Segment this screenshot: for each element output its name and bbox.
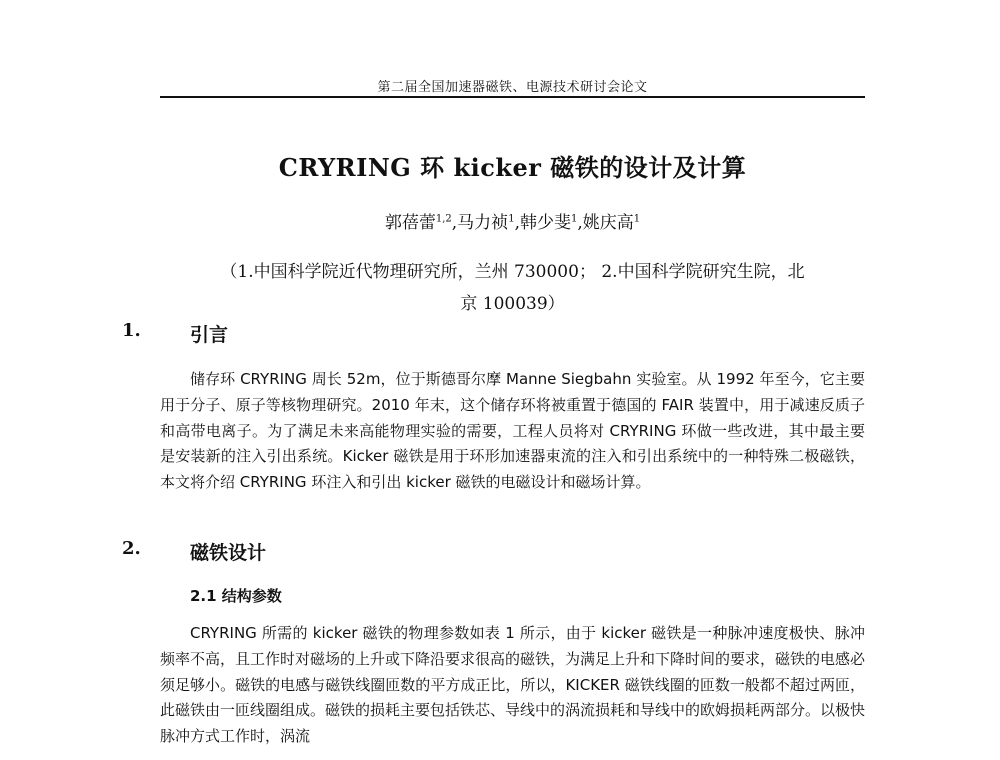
- section-number: 2.: [122, 538, 141, 559]
- author-affiliation-mark: 1: [570, 213, 578, 225]
- author-name: 郭蓓蕾: [384, 213, 436, 233]
- author-name: ,马力祯: [451, 213, 509, 233]
- affiliation-line-1: （1.中国科学院近代物理研究所，兰州 730000； 2.中国科学院研究生院，北: [220, 262, 805, 282]
- author-name: ,韩少斐: [514, 213, 571, 233]
- section-heading-introduction: 引言: [190, 324, 229, 346]
- author-affiliation-mark: 1: [508, 213, 515, 225]
- affiliation-line-2: 京 100039）: [460, 294, 565, 314]
- section-number: 1.: [122, 320, 141, 341]
- header-rule: [160, 96, 865, 98]
- section-heading-magnet-design: 磁铁设计: [190, 542, 267, 564]
- paper-title: CRYRING 环 kicker 磁铁的设计及计算: [278, 153, 747, 182]
- subsection-heading: 2.1 结构参数: [190, 587, 282, 605]
- author-list: [160, 208, 865, 233]
- structure-paragraph: CRYRING 所需的 kicker 磁铁的物理参数如表 1 所示，由于 kicker 磁铁是一种脉冲速度极快、脉冲频率不高，且工作时对磁场的上升或下降沿要求很高的磁铁，为满足上升和下降时间的要求，磁铁的电感必须足够小。磁铁的电感与磁铁线圈匝数的平方成正比，所以，KICKER 磁铁线圈的匝数一般都不超过两匝，此磁铁由一匝线圈组成。磁铁的损耗主要包括铁芯、导线中的涡流损耗和导线中的欧姆损耗两部分。以极快脉冲方式工作时，涡流: [160, 624, 866, 746]
- author-name: ,姚庆高: [577, 213, 634, 233]
- author-affiliation-mark: 1,2: [435, 213, 452, 225]
- author-affiliation-mark: 1: [633, 213, 641, 225]
- introduction-paragraph: 储存环 CRYRING 周长 52m，位于斯德哥尔摩 Manne Siegbahn 实验室。从 1992 年至今，它主要用于分子、原子等核物理研究。2010 年末，这个储存环将被重置于德国的 FAIR 装置中，用于减速反质子和高带电离子。为了满足未来高能物理实验的需要，工程人员将对 CRYRING 环做一些改进，其中最主要是安装新的注入引出系统。Kicker 磁铁是用于环形加速器束流的注入和引出系统中的一种特殊二极磁铁，本文将介绍 CRYRING 环注入和引出 kicker 磁铁的电磁设计和磁场计算。: [160, 370, 865, 492]
- running-header: 第二届全国加速器磁铁、电源技术研讨会论文: [377, 80, 648, 95]
